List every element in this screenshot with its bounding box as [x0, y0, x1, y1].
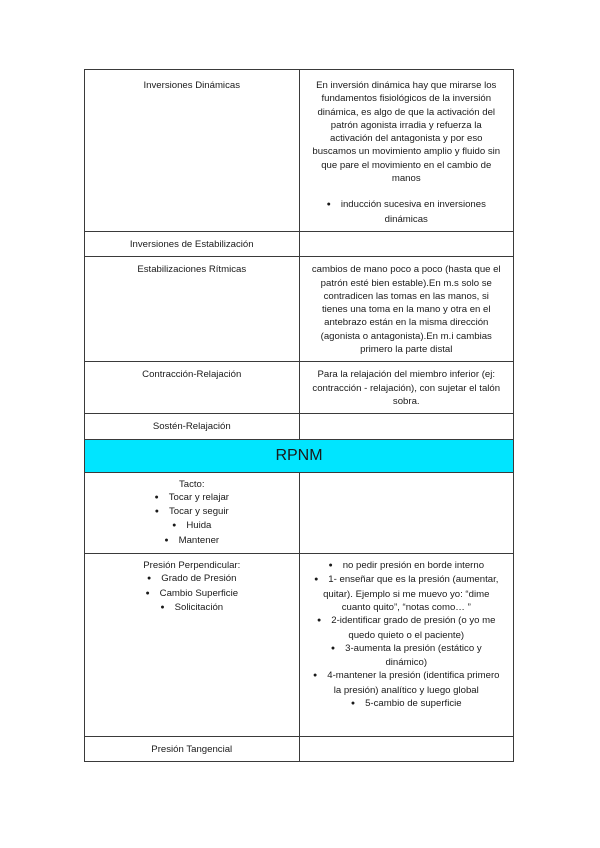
row-label: Estabilizaciones Rítmicas	[137, 264, 247, 276]
row-label: Presión Perpendicular:	[143, 560, 241, 572]
bullet-item: ● 5-cambio de superficie	[312, 697, 502, 711]
row-description: En inversión dinámica hay que mirarse los fundamentos fisiológicos de la inversión dinámica, es algo de que la activación del patrón agonista irradia y refuerza la activación del antagonista y por eso buscamos un movimiento amplio y fluido sin que pare el movimiento en el cambio de manos	[312, 80, 501, 185]
row-label-cell	[85, 737, 300, 762]
bullet-item: ● inducción sucesiva en inversiones dinámicas	[312, 198, 502, 226]
bullet-list	[97, 491, 287, 548]
bullet-item: ● 3-aumenta la presión (estático y dinámico)	[312, 642, 502, 670]
row-label: Presión Tangencial	[151, 744, 233, 756]
bullet-list	[312, 198, 502, 226]
table-row	[85, 232, 514, 257]
table-row	[85, 70, 514, 232]
bullet-item: ● Solicitación	[97, 601, 287, 615]
row-content-cell	[299, 414, 514, 439]
row-label: Contracción-Relajación	[142, 369, 242, 381]
row-label-cell	[85, 257, 300, 362]
row-content-cell	[299, 362, 514, 414]
table-row	[85, 472, 514, 553]
row-label-cell	[85, 472, 300, 553]
row-content-cell	[299, 232, 514, 257]
bullet-item: ● 1- enseñar que es la presión (aumentar, quitar). Ejemplo si me muevo yo: “dime cuanto quito”, “notas como… ”	[312, 573, 502, 614]
bullet-item: ● Tocar y relajar	[97, 491, 287, 505]
bullet-item: ● Huida	[97, 519, 287, 533]
bullet-item: ● Tocar y seguir	[97, 505, 287, 519]
row-content-cell	[299, 554, 514, 737]
table-row	[85, 257, 514, 362]
row-label: Inversiones Dinámicas	[143, 80, 240, 91]
table-row	[85, 554, 514, 737]
row-label-cell	[85, 232, 300, 257]
row-label-cell	[85, 70, 300, 232]
section-header-row	[85, 439, 514, 472]
bullet-item: ● Grado de Presión	[97, 572, 287, 586]
table-row	[85, 737, 514, 762]
table-row	[85, 414, 514, 439]
row-description: cambios de mano poco a poco (hasta que el patrón esté bien estable).En m.s solo se contradicen las tomas en las manos, si tienes una toma en la mano y otra en el antebrazo están en la misma dirección (agonista o antagonista).En m.i cambias primero la parte distal	[311, 264, 501, 356]
bullet-item: ● Mantener	[97, 534, 287, 548]
row-label: Tacto:	[178, 478, 205, 490]
row-label-cell	[85, 414, 300, 439]
table-row	[85, 362, 514, 414]
row-content-cell	[299, 737, 514, 762]
row-label: Inversiones de Estabilización	[129, 239, 254, 250]
row-label: Sostén-Relajación	[152, 421, 231, 433]
row-content-cell	[299, 257, 514, 362]
bullet-item: ● 2-identificar grado de presión (o yo me quedo quieto o el paciente)	[312, 614, 502, 642]
bullet-item: ● no pedir presión en borde interno	[312, 559, 502, 573]
content-table	[84, 69, 514, 762]
section-header: RPNM	[85, 439, 514, 472]
row-content-cell	[299, 472, 514, 553]
row-label-cell	[85, 554, 300, 737]
bullet-list	[97, 572, 287, 615]
row-content-cell	[299, 70, 514, 232]
row-description: Para la relajación del miembro inferior (ej: contracción - relajación), con sujetar el talón sobra.	[312, 369, 501, 407]
bullet-item: ● 4-mantener la presión (identifica primero la presión) analítico y luego global	[312, 669, 502, 697]
row-label-cell	[85, 362, 300, 414]
bullet-list	[312, 559, 502, 711]
bullet-item: ● Cambio Superficie	[97, 587, 287, 601]
